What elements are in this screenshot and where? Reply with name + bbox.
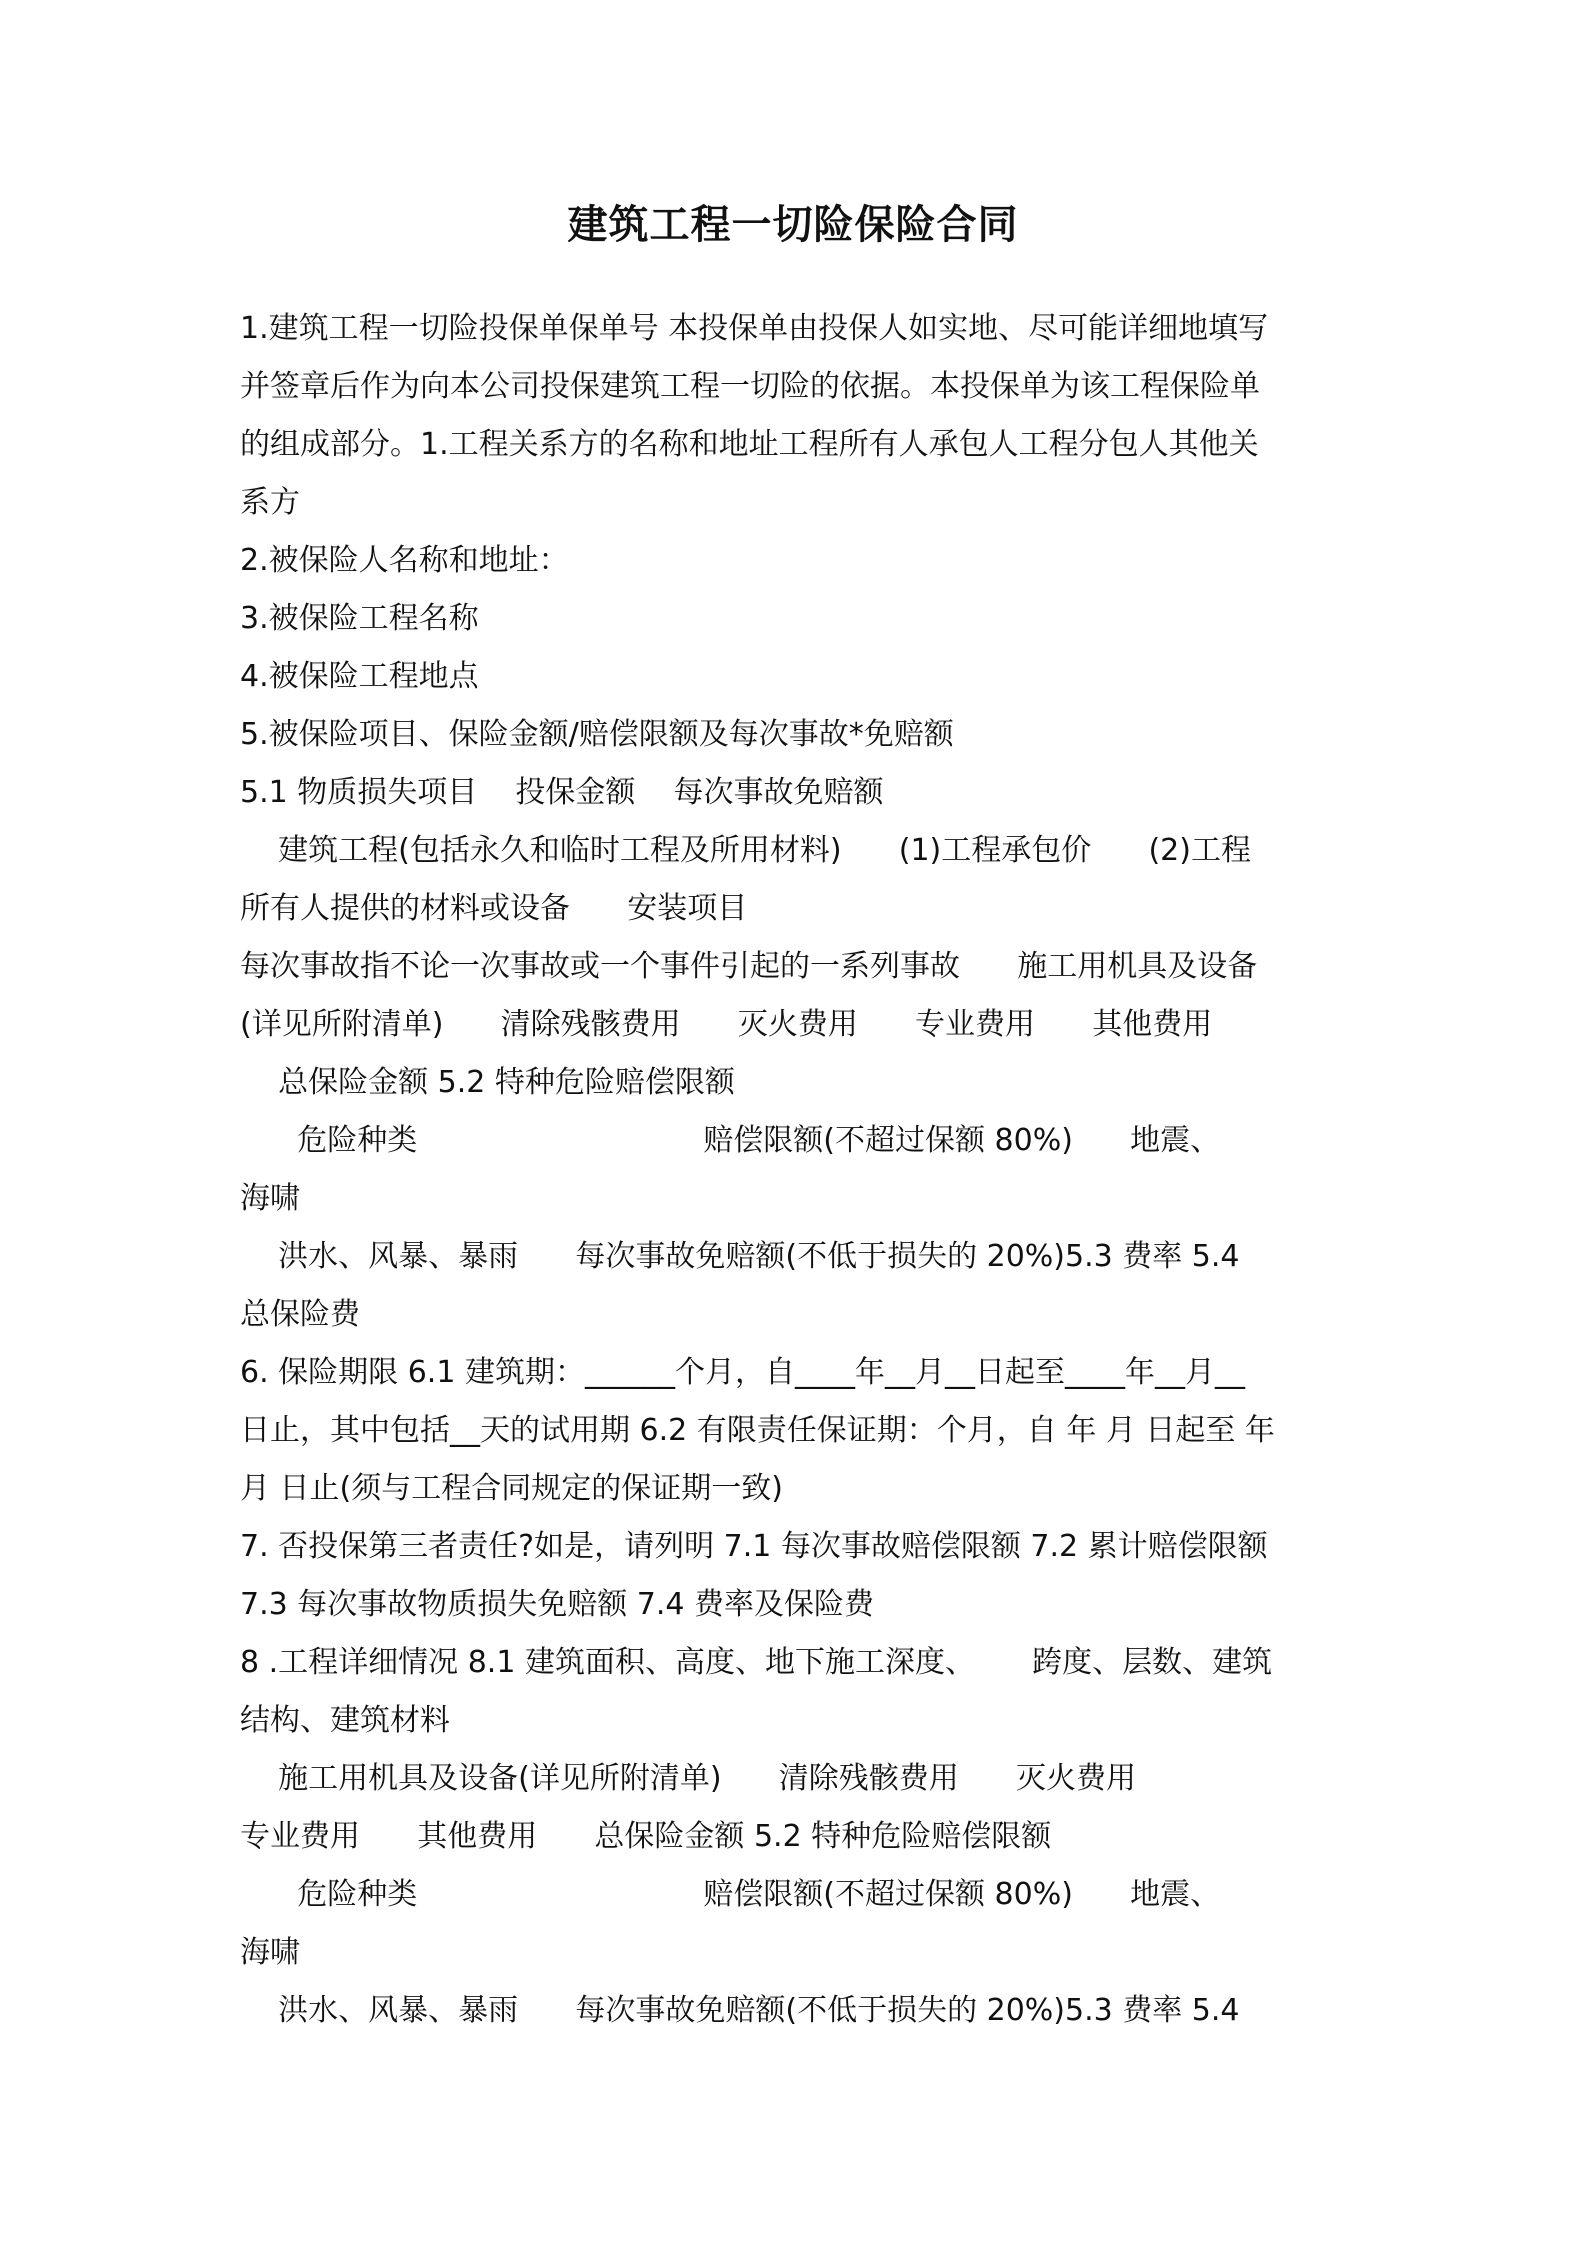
text-line: 的组成部分。1.工程关系方的名称和地址工程所有人承包人工程分包人其他关 [240,427,1259,462]
text-line: 每次事故指不论一次事故或一个事件引起的一系列事故 施工用机具及设备 [240,949,1258,984]
text-line: (详见所附清单) 清除残骸费用 灭火费用 专业费用 其他费用 [240,1007,1213,1042]
text-line: 海啸 [240,1935,300,1970]
text-line: 总保险金额 5.2 特种危险赔偿限额 [240,1065,735,1100]
text-line: 施工用机具及设备(详见所附清单) 清除残骸费用 灭火费用 [240,1761,1136,1796]
text-line: 6. 保险期限 6.1 建筑期：______个月，自____年__月__日起至____年__月__ [240,1355,1245,1390]
text-line: 7. 否投保第三者责任?如是，请列明 7.1 每次事故赔偿限额 7.2 累计赔偿限额 [240,1529,1268,1564]
text-line: 建筑工程(包括永久和临时工程及所用材料) (1)工程承包价 (2)工程 [240,833,1251,868]
text-line: 洪水、风暴、暴雨 每次事故免赔额(不低于损失的 20%)5.3 费率 5.4 [240,1993,1240,2028]
text-line: 危险种类 赔偿限额(不超过保额 80%) 地震、 [240,1123,1221,1158]
text-line: 2.被保险人名称和地址： [240,543,569,578]
text-line: 4.被保险工程地点 [240,659,479,694]
text-line: 危险种类 赔偿限额(不超过保额 80%) 地震、 [240,1877,1221,1912]
text-line: 并签章后作为向本公司投保建筑工程一切险的依据。本投保单为该工程保险单 [240,369,1260,404]
text-line: 月 日止(须与工程合同规定的保证期一致) [240,1471,783,1506]
text-line: 所有人提供的材料或设备 安装项目 [240,891,748,926]
text-line: 海啸 [240,1181,300,1216]
text-line: 5.1 物质损失项目 投保金额 每次事故免赔额 [240,775,884,810]
text-line: 日止，其中包括__天的试用期 6.2 有限责任保证期：个月，自 年 月 日起至 年 [240,1413,1275,1448]
text-line: 7.3 每次事故物质损失免赔额 7.4 费率及保险费 [240,1587,875,1622]
text-line: 8 .工程详细情况 8.1 建筑面积、高度、地下施工深度、 跨度、层数、建筑 [240,1645,1273,1680]
text-line: 3.被保险工程名称 [240,601,479,636]
text-line: 结构、建筑材料 [240,1703,450,1738]
text-line: 系方 [240,485,300,520]
text-line: 1.建筑工程一切险投保单保单号 本投保单由投保人如实地、尽可能详细地填写 [240,311,1269,346]
document-title: 建筑工程一切险保险合同 [567,202,1019,248]
text-line: 专业费用 其他费用 总保险金额 5.2 特种危险赔偿限额 [240,1819,1052,1854]
text-line: 5.被保险项目、保险金额/赔偿限额及每次事故*免赔额 [240,717,954,752]
text-line: 总保险费 [240,1297,360,1332]
document-body [240,300,1350,2040]
text-line: 洪水、风暴、暴雨 每次事故免赔额(不低于损失的 20%)5.3 费率 5.4 [240,1239,1240,1274]
